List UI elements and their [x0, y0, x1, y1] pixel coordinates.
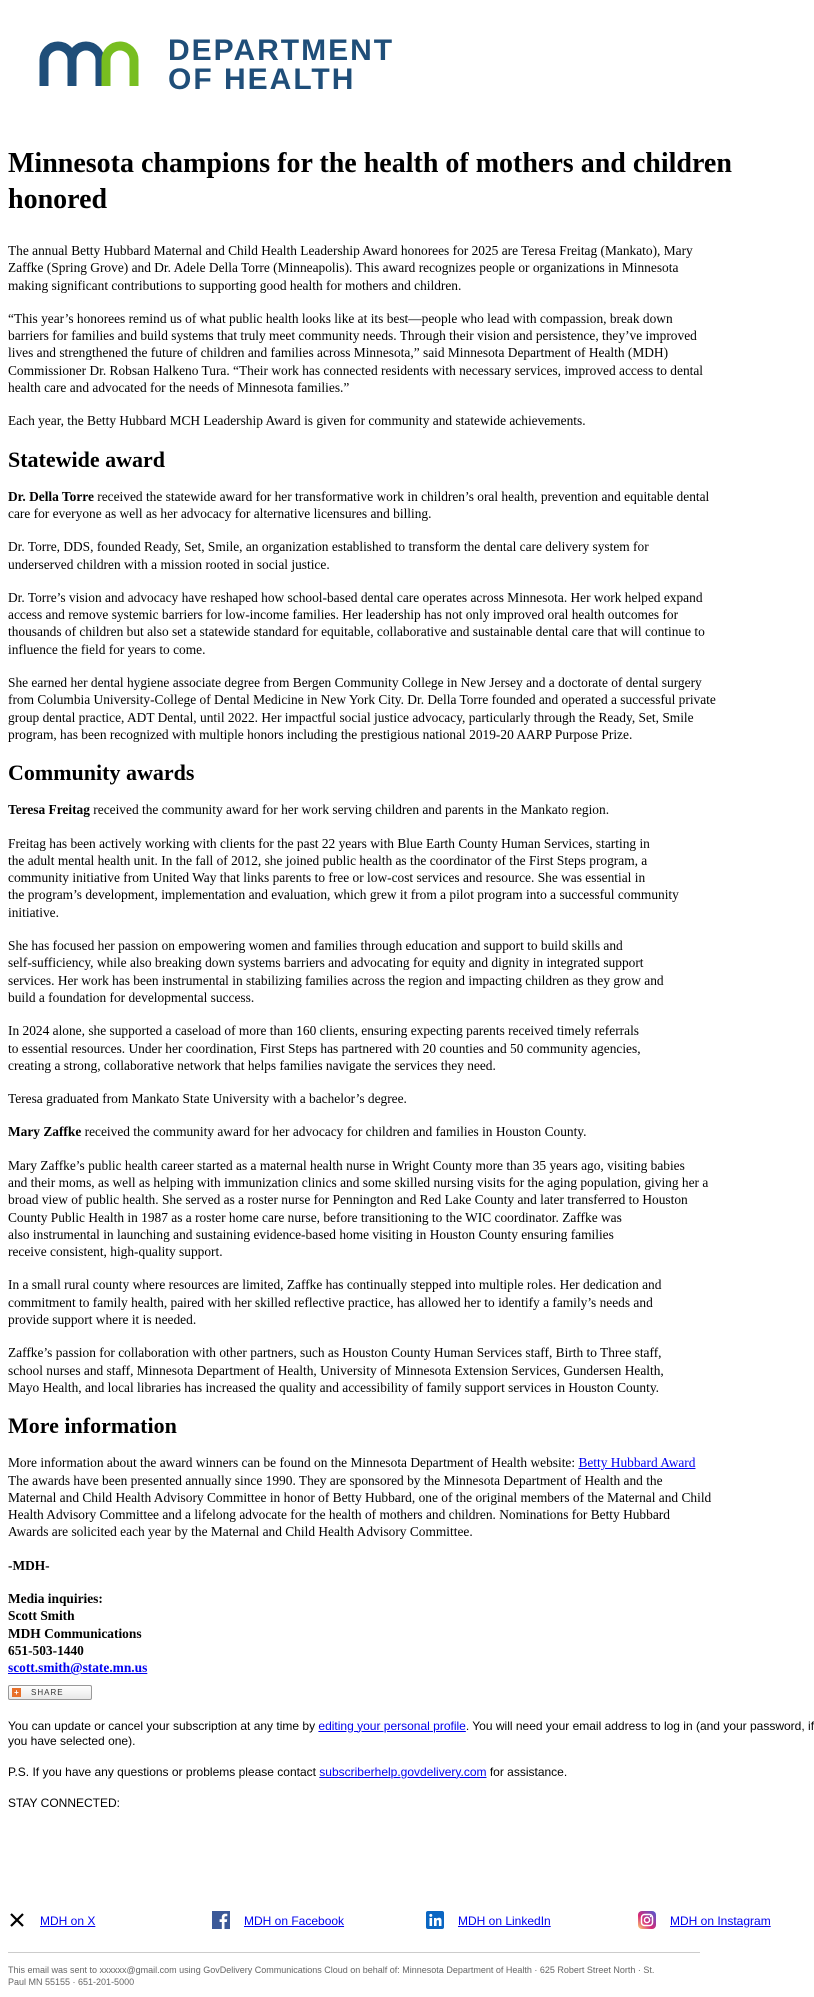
zaffke-paragraph-4: Zaffke’s passion for collaboration with other partners, such as Houston County Human Services staff, Birth to Three staff, school nurses and staff, Minnesota Department of Health, University of Minnesota Extension Services, Gundersen Health, Mayo Health, and local libraries has increased the quality and accessibility of family support services in Houston County.: [8, 1345, 664, 1395]
more-info-paragraph: More information about the award winners can be found on the Minnesota Department of Health website: Betty Hubbard Award The awards have been presented annually since 1990. They are sponsored by the Minnesota Department of Health and the Maternal and Child Health Advisory Committee in honor of Betty Hubbard, one of the original members of the Maternal and Child Health Advisory Committee and a lifelong advocate for the health of mothers and children. Nominations for Betty Hubbard Awards are solicited each year by the Maternal and Child Health Advisory Committee.: [8, 1455, 712, 1540]
statewide-paragraph-1: Dr. Della Torre received the statewide award for her transformative work in children’s oral health, prevention and equitable dental care for everyone as well as her advocacy for alternative licensures and billing.: [8, 488, 710, 521]
media-name: Scott Smith: [8, 1608, 75, 1624]
media-email-link[interactable]: scott.smith@state.mn.us: [8, 1660, 148, 1676]
x-icon: [8, 1911, 26, 1929]
media-contact: [8, 1590, 700, 1676]
footer-line-1: This email was sent to xxxxxx@gmail.com using GovDelivery Communications Cloud on behalf of: Minnesota Department of Health · 625 Robert Street North · St.: [8, 1965, 655, 1975]
email-footer: [8, 1964, 700, 1988]
intro-paragraph-1: The annual Betty Hubbard Maternal and Child Health Leadership Award honorees for 2025 are Teresa Freitag (Mankato), Mary Zaffke (Spring Grove) and Dr. Adele Della Torre (Minneapolis). This award recognizes people or organizations in Minnesota making significant contributions to supporting good health for mothers and children.: [8, 243, 693, 293]
freitag-paragraph-4: In 2024 alone, she supported a caseload of more than 160 clients, ensuring expecting parents received timely referrals to essential resources. Under her coordination, First Steps has partnered with 20 counties and 50 community agencies, creating a strong, collaborative network that helps families navigate the services they need.: [8, 1023, 641, 1073]
zaffke-paragraph-2: Mary Zaffke’s public health career started as a maternal health nurse in Wright County more than 35 years ago, visiting babies and their moms, as well as helping with immunization clinics and some skilled nursing visits for the aging population, giving her a broad view of public health. She served as a roster nurse for Pennington and Red Lake County and later transferred to Houston County Public Health in 1987 as a roster home care nurse, before transitioning to the WIC coordinator. Zaffke was also instrumental in launching and sustaining evidence-based home visiting in Houston County ensuring families receive consistent, high-quality support.: [8, 1157, 709, 1260]
community-heading: Community awards: [8, 760, 195, 786]
media-label: Media inquiries:: [8, 1591, 103, 1607]
logo-line-2: OF HEALTH: [168, 63, 356, 96]
intro-paragraph-2: “This year’s honorees remind us of what public health looks like at its best—people who lead with compassion, break down barriers for families and build systems that truly meet community needs. Through their vision and persistence, they’ve improved lives and strengthened the future of children and families across Minnesota,” said Minnesota Department of Health (MDH) Commissioner Dr. Robsan Halkeno Tura. “Their work has connected residents with necessary services, improved access to dental health care and advocated for the needs of Minnesota families.”: [8, 310, 704, 396]
subscriber-help-link[interactable]: subscriberhelp.govdelivery.com: [319, 1764, 487, 1779]
article: [8, 146, 814, 1827]
linkedin-icon: [426, 1911, 444, 1929]
social-link-instagram[interactable]: MDH on Instagram: [670, 1914, 771, 1928]
social-link-facebook[interactable]: MDH on Facebook: [244, 1914, 345, 1928]
mdh-logo[interactable]: [40, 34, 400, 96]
footer-line-2: Paul MN 55155 · 651-201-5000: [8, 1977, 135, 1987]
zaffke-paragraph-3: In a small rural county where resources are limited, Zaffke has continually stepped into multiple roles. Her dedication and commitment to family health, paired with her skilled reflective practice, has allowed her to identify a family’s needs and provide support where it is needed.: [8, 1277, 662, 1328]
zaffke-name: Mary Zaffke: [8, 1124, 82, 1140]
edit-profile-link[interactable]: editing your personal profile: [318, 1718, 466, 1733]
footer-divider: [8, 1952, 700, 1953]
statewide-paragraph-2: Dr. Torre, DDS, founded Ready, Set, Smile, an organization established to transform the dental care delivery system for underserved children with a mission rooted in social justice.: [8, 539, 649, 572]
mn-logo-mark-icon: [40, 34, 160, 94]
signoff: -MDH-: [8, 1557, 50, 1573]
subscription-text: You can update or cancel your subscription at any time by editing your personal profile. You will need your email address to log in (and your password, if you have selected one).: [8, 1718, 814, 1748]
statewide-paragraph-3: Dr. Torre’s vision and advocacy have reshaped how school-based dental care operates across Minnesota. Her work helped expand access and remove systemic barriers for low-income families. Her leadership has not only improved oral health outcomes for thousands of children but also set a statewide standard for equitable, collaborative and sustainable dental care that will continue to influence the field for years to come.: [8, 589, 705, 657]
share-icon: +: [12, 1688, 21, 1697]
logo-wordmark: [168, 36, 394, 94]
freitag-paragraph-3: She has focused her passion on empowering women and families through education and support to build skills and self-sufficiency, while also breaking down systems barriers and advocating for equity and dignity in integrated support services. Her work has been instrumental in stabilizing families across the region and impacting children as they grow and build a foundation for developmental success.: [8, 938, 664, 1005]
intro-paragraph-3: Each year, the Betty Hubbard MCH Leadership Award is given for community and statewide achievements.: [8, 413, 586, 429]
ps-text: P.S. If you have any questions or problems please contact subscriberhelp.govdelivery.com for assistance.: [8, 1764, 568, 1779]
statewide-heading: Statewide award: [8, 446, 166, 472]
freitag-paragraph-1: Teresa Freitag received the community award for her work serving children and parents in the Mankato region.: [8, 802, 610, 818]
social-link-x[interactable]: MDH on X: [40, 1914, 96, 1928]
more-info-heading: More information: [8, 1413, 177, 1439]
freitag-paragraph-5: Teresa graduated from Mankato State University with a bachelor’s degree.: [8, 1091, 407, 1107]
share-label: SHARE: [31, 1687, 64, 1697]
freitag-paragraph-2: Freitag has been actively working with clients for the past 22 years with Blue Earth County Human Services, starting in the adult mental health unit. In the fall of 2012, she joined public health as the coordinator of the First Steps program, a community initiative from United Way that links parents to free or low-cost services and resource. She was essential in the program’s development, implementation and evaluation, which grew it from a pilot program into a successful community initiative.: [8, 835, 679, 920]
facebook-icon: [212, 1911, 230, 1929]
instagram-icon: [638, 1911, 656, 1929]
logo-line-1: DEPARTMENT: [168, 34, 395, 67]
statewide-paragraph-4: She earned her dental hygiene associate degree from Bergen Community College in New Jersey and a doctorate of dental surgery from Columbia University-College of Dental Medicine in New York City. Dr. Della Torre founded and operated a successful private group dental practice, ADT Dental, until 2022. Her impactful social justice advocacy, particularly through the Ready, Set, Smile program, has been recognized with multiple honors including the prestigious national 2019-20 AARP Purpose Prize.: [8, 675, 716, 742]
article-title: Minnesota champions for the health of mothers and children honored: [8, 148, 732, 215]
subscription-info: [8, 1718, 814, 1811]
social-links: [0, 1911, 771, 1931]
zaffke-paragraph-1: Mary Zaffke received the community award for her advocacy for children and families in Houston County.: [8, 1124, 587, 1140]
betty-hubbard-award-link[interactable]: Betty Hubbard Award: [578, 1455, 696, 1471]
freitag-name: Teresa Freitag: [8, 802, 90, 818]
media-phone: 651-503-1440: [8, 1642, 84, 1658]
media-org: MDH Communications: [8, 1625, 142, 1641]
social-link-linkedin[interactable]: MDH on LinkedIn: [458, 1914, 551, 1928]
statewide-honoree-name: Dr. Della Torre: [8, 488, 94, 504]
share-button[interactable]: [8, 1685, 92, 1700]
stay-connected-label: STAY CONNECTED:: [8, 1795, 121, 1810]
